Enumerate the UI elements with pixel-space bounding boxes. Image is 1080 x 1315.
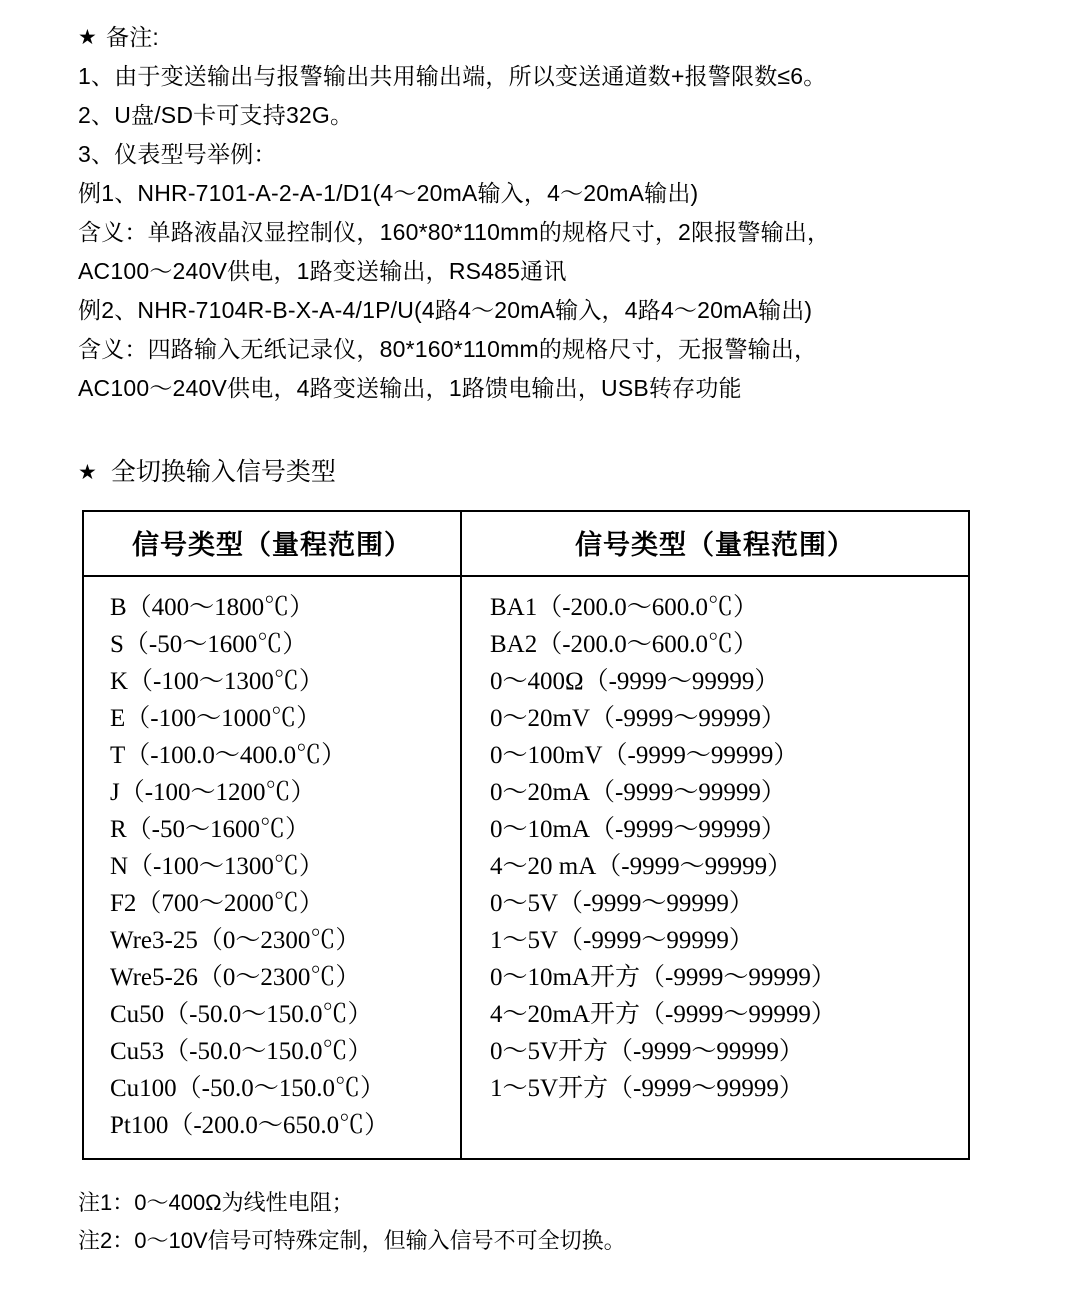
- notes-heading-label: 备注:: [106, 24, 160, 50]
- note-line: 3、仪表型号举例：: [78, 141, 277, 167]
- list-item: T（-100.0～400.0℃）: [110, 742, 347, 769]
- table-header-cell-right: [462, 512, 968, 575]
- left-signal-list: [84, 577, 460, 1158]
- footnote: 注2：0～10V信号可特殊定制，但输入信号不可全切换。: [78, 1228, 626, 1253]
- list-item: Pt100（-200.0～650.0℃）: [110, 1112, 390, 1139]
- notes-block: [78, 18, 1040, 408]
- list-item: 0～5V（-9999～99999）: [490, 890, 754, 917]
- note-line: 含义：四路输入无纸记录仪，80*160*110mm的规格尺寸，无报警输出，: [78, 336, 818, 362]
- list-item: 0～20mA（-9999～99999）: [490, 779, 786, 806]
- list-item: 4～20mA开方（-9999～99999）: [490, 1001, 836, 1028]
- footnotes-block: [78, 1184, 1040, 1260]
- list-item: S（-50～1600℃）: [110, 631, 308, 658]
- note-line: AC100～240V供电，1路变送输出，RS485通讯: [78, 258, 567, 284]
- list-item: Cu53（-50.0～150.0℃）: [110, 1038, 373, 1065]
- list-item: E（-100～1000℃）: [110, 705, 322, 732]
- list-item: Cu50（-50.0～150.0℃）: [110, 1001, 373, 1028]
- list-item: Wre3-25（0～2300℃）: [110, 927, 361, 954]
- list-item: 1～5V（-9999～99999）: [490, 927, 754, 954]
- list-item: BA2（-200.0～600.0℃）: [490, 631, 759, 658]
- note-line: 1、由于变送输出与报警输出共用输出端，所以变送通道数+报警限数≤6。: [78, 63, 827, 89]
- notes-heading: [78, 18, 1040, 57]
- list-item: Wre5-26（0～2300℃）: [110, 964, 361, 991]
- note-line: 例2、NHR-7104R-B-X-A-4/1P/U(4路4～20mA输入，4路4～20mA输出): [78, 297, 813, 323]
- table-cell-left: [84, 577, 462, 1158]
- list-item: 0～10mA（-9999～99999）: [490, 816, 786, 843]
- list-item: 0～5V开方（-9999～99999）: [490, 1038, 804, 1065]
- list-item: 0～100mV（-9999～99999）: [490, 742, 799, 769]
- column-header-label: 信号类型（量程范围）: [575, 530, 855, 560]
- list-item: 0～20mV（-9999～99999）: [490, 705, 786, 732]
- star-icon: ★: [78, 26, 98, 49]
- list-item: B（400～1800℃）: [110, 594, 315, 621]
- note-line: 2、U盘/SD卡可支持32G。: [78, 102, 354, 128]
- note-line: 例1、NHR-7101-A-2-A-1/D1(4～20mA输入，4～20mA输出): [78, 180, 699, 206]
- footnote: 注1：0～400Ω为线性电阻；: [78, 1190, 354, 1215]
- note-line: 含义：单路液晶汉显控制仪，160*80*110mm的规格尺寸，2限报警输出，: [78, 219, 831, 245]
- column-header-label: 信号类型（量程范围）: [132, 530, 412, 560]
- signal-type-table: [82, 510, 970, 1160]
- list-item: R（-50～1600℃）: [110, 816, 311, 843]
- table-body-row: [84, 577, 968, 1158]
- section-title: 全切换输入信号类型: [110, 458, 336, 486]
- star-icon: ★: [78, 461, 97, 484]
- table-header-cell-left: [84, 512, 462, 575]
- table-header-row: [84, 512, 968, 577]
- list-item: BA1（-200.0～600.0℃）: [490, 594, 759, 621]
- list-item: Cu100（-50.0～150.0℃）: [110, 1075, 386, 1102]
- list-item: F2（700～2000℃）: [110, 890, 324, 917]
- list-item: N（-100～1300℃）: [110, 853, 324, 880]
- section-heading: [78, 452, 1040, 488]
- list-item: 1～5V开方（-9999～99999）: [490, 1075, 804, 1102]
- right-signal-list: [462, 577, 968, 1121]
- list-item: J（-100～1200℃）: [110, 779, 316, 806]
- note-line: AC100～240V供电，4路变送输出，1路馈电输出，USB转存功能: [78, 375, 742, 401]
- table-cell-right: [462, 577, 968, 1158]
- list-item: 0～400Ω（-9999～99999）: [490, 668, 780, 695]
- list-item: K（-100～1300℃）: [110, 668, 324, 695]
- list-item: 0～10mA开方（-9999～99999）: [490, 964, 836, 991]
- list-item: 4～20 mA（-9999～99999）: [490, 853, 793, 880]
